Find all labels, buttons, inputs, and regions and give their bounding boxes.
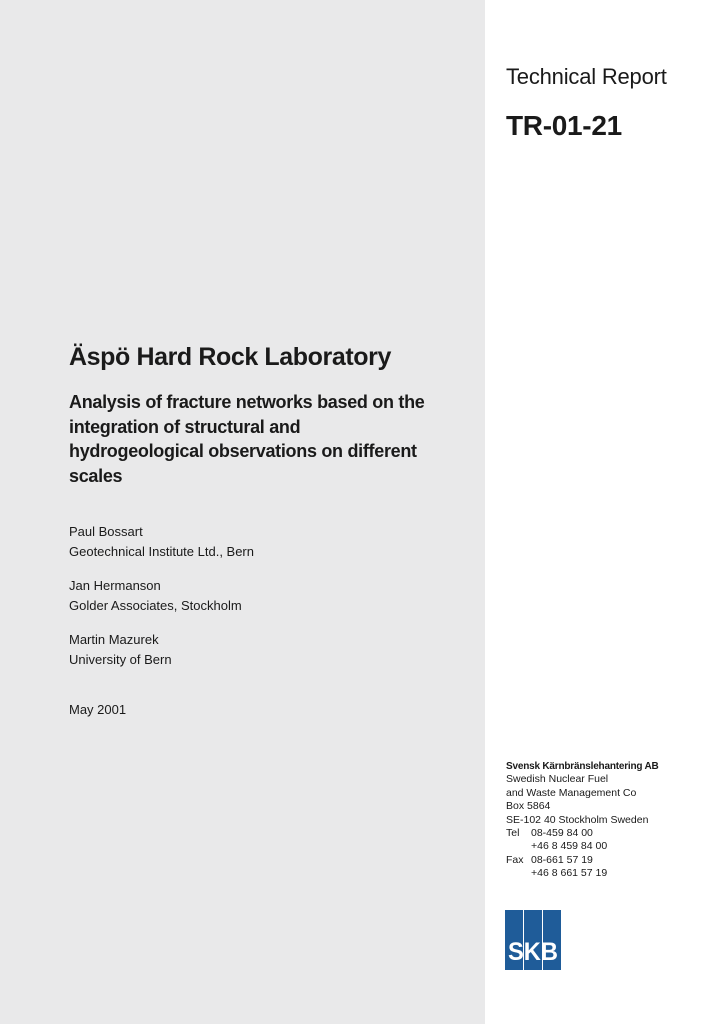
author-entry xyxy=(69,576,254,616)
author-entry xyxy=(69,630,254,670)
page-title: Äspö Hard Rock Laboratory xyxy=(69,343,392,371)
company-name: Svensk Kärnbränslehantering AB xyxy=(506,761,659,772)
author-list xyxy=(69,522,254,684)
report-number: TR-01-21 xyxy=(506,110,622,141)
author-affiliation: Geotechnical Institute Ltd., Bern xyxy=(69,544,254,559)
phone-number-international: +46 8 459 84 00 xyxy=(531,840,608,853)
logo-text: SKB xyxy=(508,938,558,966)
postal-address: SE-102 40 Stockholm Sweden xyxy=(506,813,649,826)
author-name: Martin Mazurek xyxy=(69,632,159,647)
fax-label: Fax xyxy=(506,853,524,866)
author-affiliation: University of Bern xyxy=(69,652,172,667)
fax-number-domestic: 08-661 57 19 xyxy=(531,853,593,866)
author-entry xyxy=(69,522,254,562)
publication-date: May 2001 xyxy=(69,702,127,717)
author-name: Paul Bossart xyxy=(69,524,143,539)
contact-block xyxy=(506,760,659,881)
company-name-en-line2: and Waste Management Co xyxy=(506,786,637,799)
phone-number-domestic: 08-459 84 00 xyxy=(531,827,593,840)
postal-box: Box 5864 xyxy=(506,800,551,813)
report-type: Technical Report xyxy=(506,64,667,89)
author-affiliation: Golder Associates, Stockholm xyxy=(69,598,242,613)
fax-row xyxy=(506,854,659,867)
skb-logo xyxy=(505,910,561,970)
phone-label: Tel xyxy=(506,827,520,840)
page-subtitle: Analysis of fracture networks based on the integration of structural and hydrogeological observations on different scales xyxy=(69,392,425,486)
fax-number-international: +46 8 661 57 19 xyxy=(531,867,608,880)
company-name-en-line1: Swedish Nuclear Fuel xyxy=(506,773,609,786)
author-name: Jan Hermanson xyxy=(69,578,161,593)
phone-row xyxy=(506,827,659,840)
